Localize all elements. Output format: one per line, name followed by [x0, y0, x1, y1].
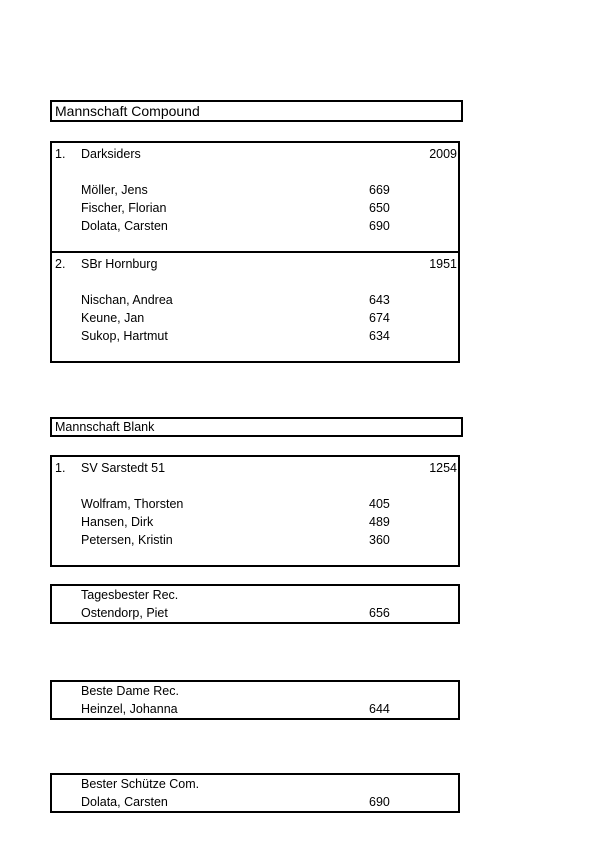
award-score: 644: [369, 702, 390, 716]
member-name: Hansen, Dirk: [81, 515, 154, 529]
blank-section-title: [50, 417, 463, 437]
member-name: Dolata, Carsten: [81, 219, 168, 233]
member-score: 690: [369, 219, 390, 233]
blank-title-text: Mannschaft Blank: [55, 420, 155, 434]
award-score: 690: [369, 795, 390, 809]
blank-results-table: [50, 455, 460, 567]
compound-results-table: [50, 141, 460, 363]
member-name: Keune, Jan: [81, 311, 145, 325]
member-name: Wolfram, Thorsten: [81, 497, 184, 511]
member-name: Petersen, Kristin: [81, 533, 173, 547]
member-score: 650: [369, 201, 390, 215]
team-name: SV Sarstedt 51: [81, 461, 166, 475]
award-winner-name: Ostendorp, Piet: [81, 606, 168, 620]
award-box: [50, 680, 460, 720]
award-label: Beste Dame Rec.: [81, 684, 179, 698]
member-name: Möller, Jens: [81, 183, 148, 197]
team-name: Darksiders: [81, 147, 141, 161]
award-score: 656: [369, 606, 390, 620]
team-block: [52, 251, 458, 361]
member-score: 674: [369, 311, 390, 325]
team-block: [52, 143, 458, 251]
team-total: 1254: [429, 461, 457, 475]
member-score: 405: [369, 497, 390, 511]
team-total: 2009: [429, 147, 457, 161]
award-label: Bester Schütze Com.: [81, 777, 200, 791]
member-name: Fischer, Florian: [81, 201, 167, 215]
member-score: 643: [369, 293, 390, 307]
member-score: 489: [369, 515, 390, 529]
award-box: [50, 773, 460, 813]
award-winner-name: Dolata, Carsten: [81, 795, 168, 809]
team-rank: 1.: [55, 147, 66, 161]
compound-title-text: Mannschaft Compound: [55, 103, 200, 119]
team-rank: 1.: [55, 461, 66, 475]
member-score: 669: [369, 183, 390, 197]
member-name: Nischan, Andrea: [81, 293, 173, 307]
member-score: 360: [369, 533, 390, 547]
team-total: 1951: [429, 257, 457, 271]
award-label: Tagesbester Rec.: [81, 588, 179, 602]
compound-section-title: [50, 100, 463, 122]
member-score: 634: [369, 329, 390, 343]
team-block: [52, 457, 458, 565]
member-name: Sukop, Hartmut: [81, 329, 168, 343]
team-name: SBr Hornburg: [81, 257, 158, 271]
award-winner-name: Heinzel, Johanna: [81, 702, 178, 716]
team-rank: 2.: [55, 257, 66, 271]
award-box: [50, 584, 460, 624]
